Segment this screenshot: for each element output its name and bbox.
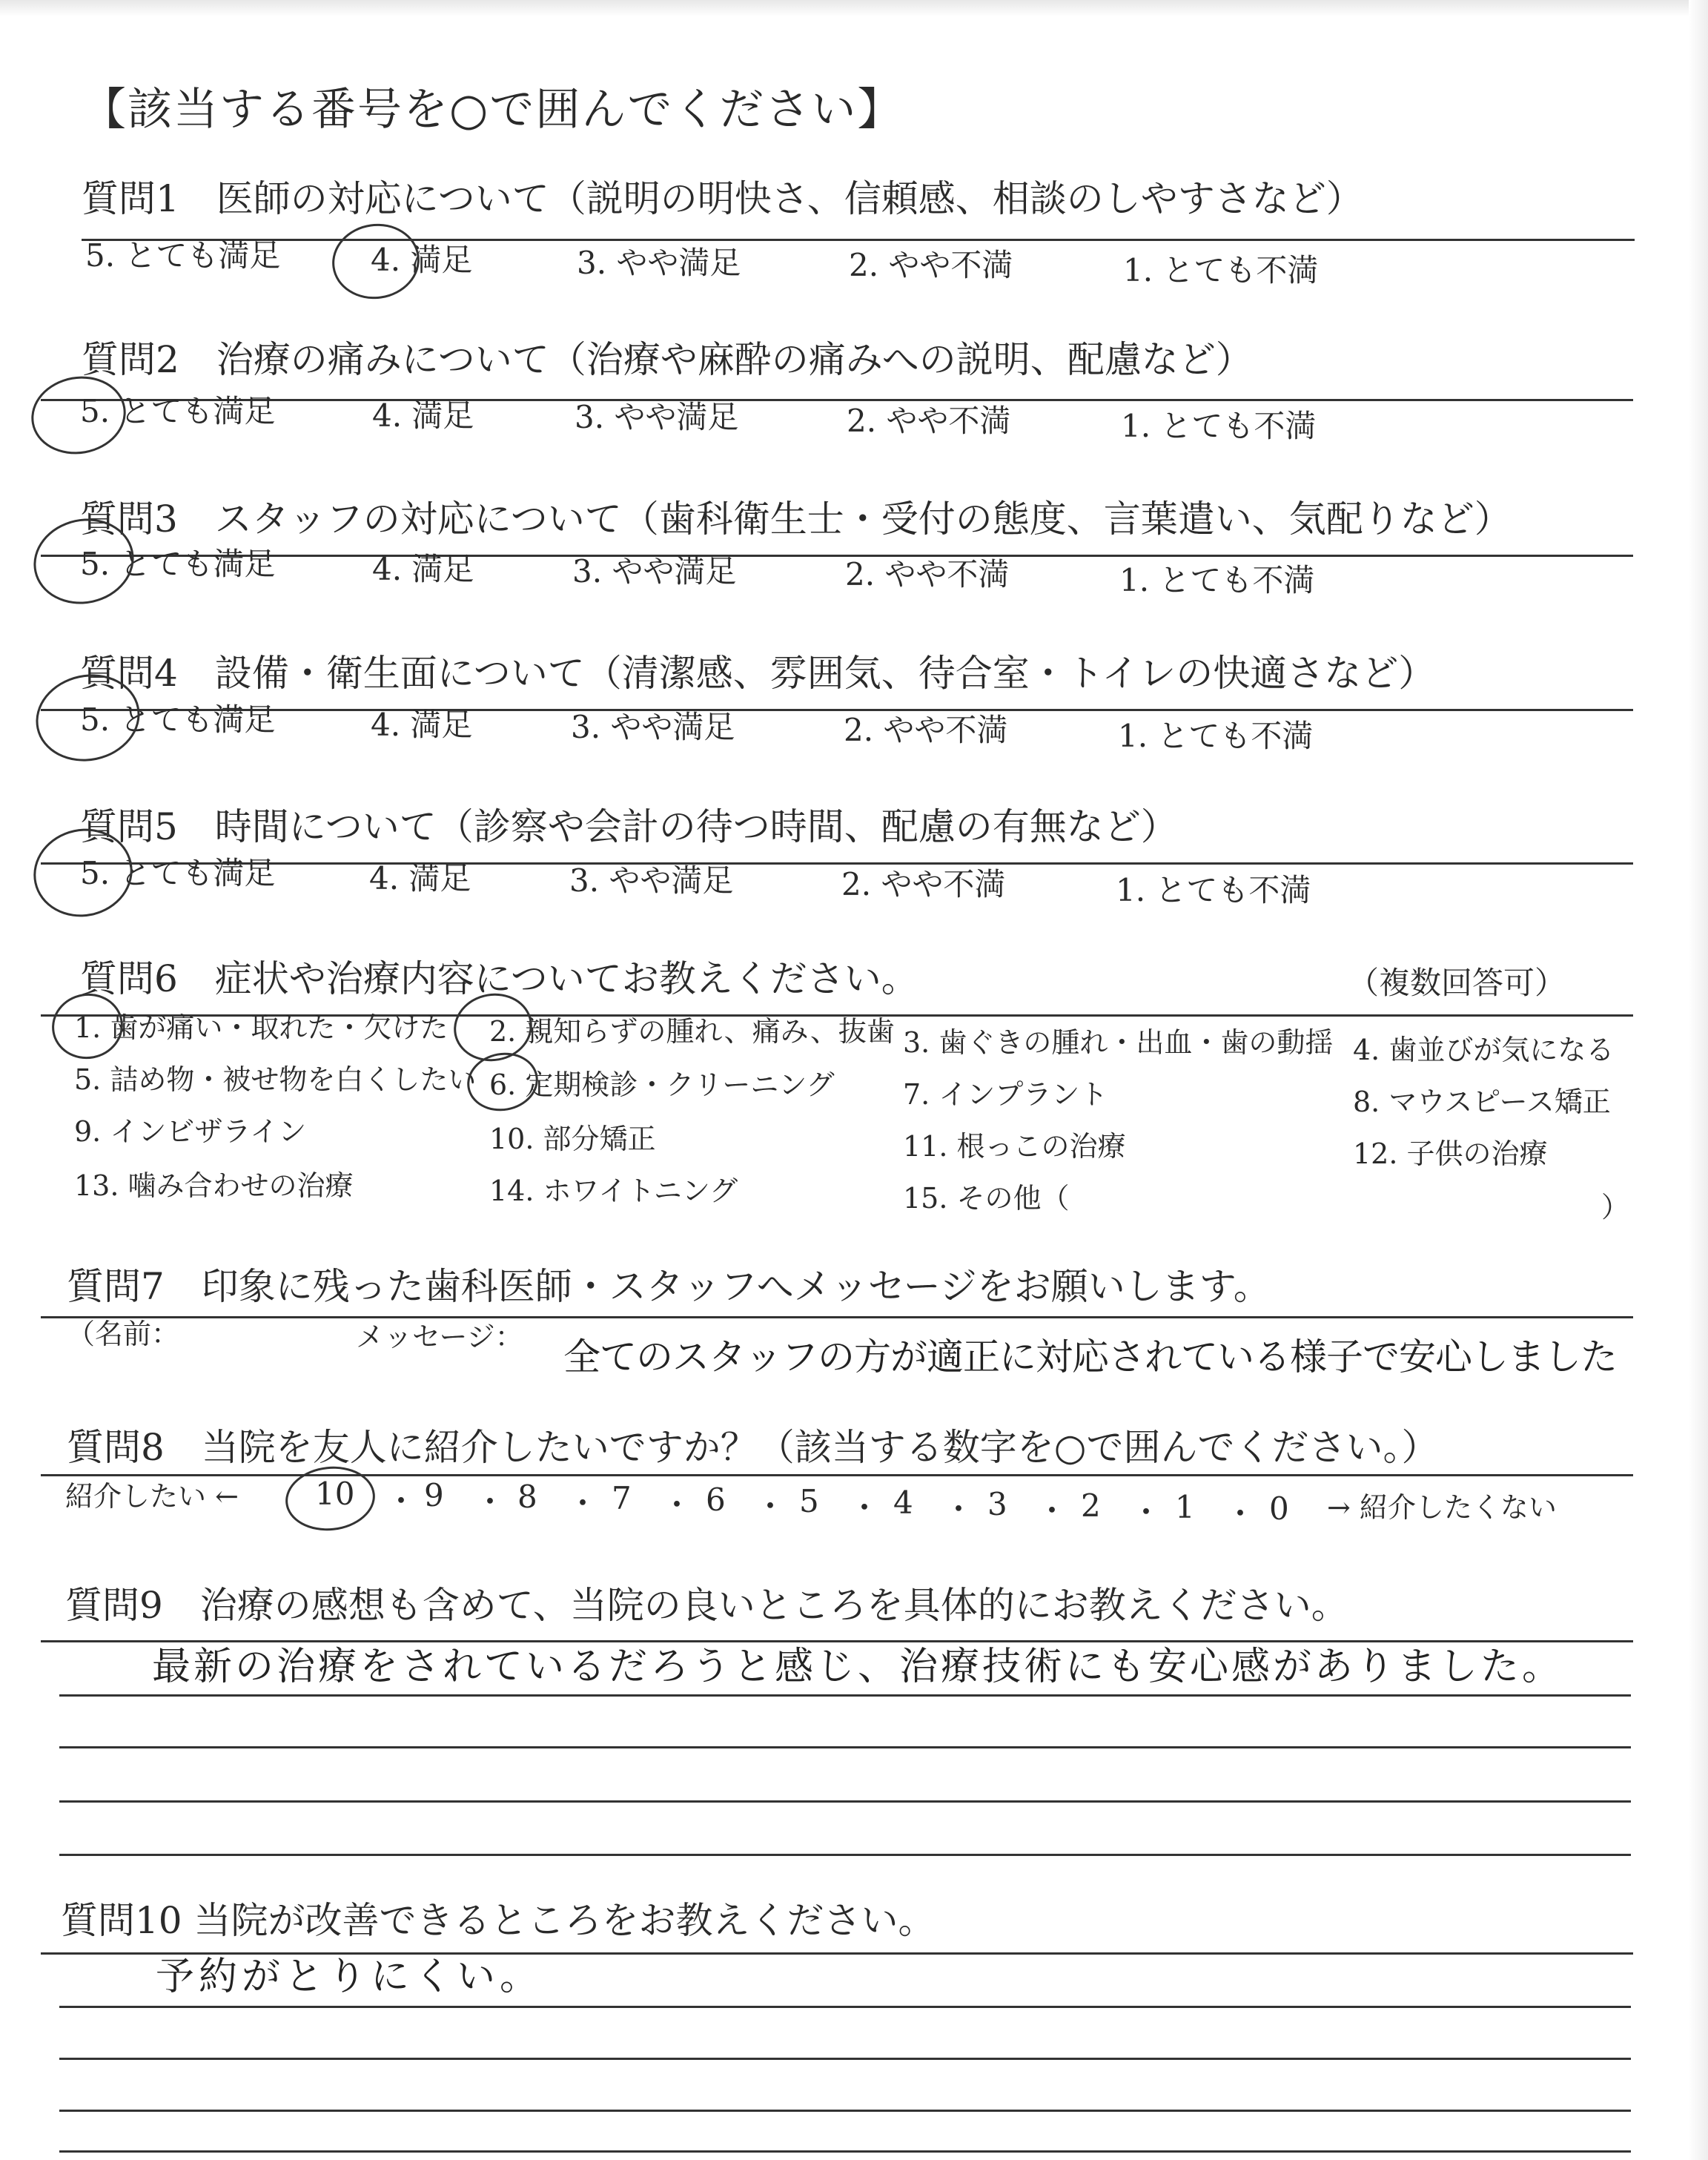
- q5-option-2[interactable]: 2. やや不満: [841, 866, 1006, 902]
- q3-option-5[interactable]: 5. とても満足: [80, 546, 276, 582]
- question-5-rule: [41, 862, 1633, 865]
- question-1-heading: 質問1 医師の対応について（説明の明快さ、信頼感、相談のしやすさなど）: [82, 177, 1363, 220]
- q7-name-label: （名前：: [67, 1318, 180, 1350]
- q5-option-3[interactable]: 3. やや満足: [569, 862, 734, 899]
- q10-answer[interactable]: 予約がとりにくい。: [156, 1955, 543, 1999]
- q4-option-3[interactable]: 3. やや満足: [571, 709, 735, 745]
- q7-message-label: メッセージ：: [356, 1321, 523, 1353]
- question-4-rule: [41, 709, 1633, 711]
- q6-item-2[interactable]: 2. 親知らずの腫れ、痛み、抜歯: [489, 1015, 895, 1048]
- scan-shadow-top: [0, 0, 1708, 16]
- q9-line-4: [59, 1800, 1631, 1803]
- page-title: 【該当する番号を○で囲んでください】: [82, 84, 904, 136]
- q8-scale-1[interactable]: 1: [1175, 1489, 1195, 1525]
- scan-shadow-right: [1689, 0, 1708, 2160]
- q6-item-10[interactable]: 10. 部分矯正: [489, 1123, 656, 1155]
- q6-item-12[interactable]: 12. 子供の治療: [1353, 1137, 1548, 1170]
- q8-scale-4[interactable]: 4: [893, 1484, 913, 1521]
- q10-line-3: [59, 2058, 1631, 2060]
- question-2-rule: [41, 399, 1633, 401]
- q2-option-1[interactable]: 1. とても不満: [1121, 408, 1317, 444]
- q2-option-5[interactable]: 5. とても満足: [80, 393, 276, 429]
- q8-scale-8[interactable]: 8: [517, 1479, 537, 1515]
- q8-right-label: → 紹介したくない: [1327, 1491, 1557, 1524]
- q6-item-8[interactable]: 8. マウスピース矯正: [1353, 1086, 1611, 1118]
- q2-option-2[interactable]: 2. やや不満: [847, 403, 1011, 439]
- q6-item-5[interactable]: 5. 詰め物・被せ物を白くしたい: [74, 1063, 477, 1096]
- question-6-note: （複数回答可）: [1348, 965, 1566, 1001]
- q8-scale-dot: ・: [567, 1485, 599, 1522]
- q10-line-2: [59, 2006, 1631, 2008]
- question-8-heading: 質問8 当院を友人に紹介したいですか？（該当する数字を○で囲んでください。）: [67, 1426, 1439, 1469]
- q9-line-2: [59, 1694, 1631, 1697]
- question-6-heading: 質問6 症状や治療内容についてお教えください。: [80, 957, 918, 1000]
- q1-option-2[interactable]: 2. やや不満: [849, 247, 1013, 283]
- question-3-rule: [41, 555, 1633, 557]
- q8-scale-dot: ・: [385, 1483, 417, 1519]
- q6-item-3[interactable]: 3. 歯ぐきの腫れ・出血・歯の動揺: [903, 1026, 1334, 1059]
- q1-option-3[interactable]: 3. やや満足: [577, 245, 741, 281]
- q8-scale-0[interactable]: 0: [1269, 1490, 1289, 1527]
- q8-scale-dot: ・: [755, 1488, 787, 1525]
- question-5-heading: 質問5 時間について（診察や会計の待つ時間、配慮の有無など）: [80, 805, 1178, 848]
- q4-option-2[interactable]: 2. やや不満: [844, 712, 1008, 748]
- q8-scale-3[interactable]: 3: [987, 1486, 1007, 1522]
- q8-scale-dot: ・: [1131, 1494, 1162, 1530]
- q3-option-2[interactable]: 2. やや不満: [845, 556, 1010, 592]
- q6-item-15-close: ）: [1601, 1191, 1630, 1223]
- q8-scale-9[interactable]: 9: [424, 1477, 444, 1513]
- q9-line-3: [59, 1746, 1631, 1748]
- q2-option-3[interactable]: 3. やや満足: [575, 399, 739, 435]
- question-3-heading: 質問3 スタッフの対応について（歯科衛生士・受付の態度、言葉遣い、気配りなど）: [80, 498, 1512, 541]
- q8-scale-dot: ・: [661, 1487, 693, 1523]
- q8-scale-dot: ・: [943, 1491, 975, 1527]
- q2-option-4[interactable]: 4. 満足: [372, 397, 474, 434]
- question-2-heading: 質問2 治療の痛みについて（治療や麻酔の痛みへの説明、配慮など）: [82, 338, 1253, 381]
- question-10-heading: 質問10 当院が改善できるところをお教えください。: [61, 1899, 936, 1942]
- q3-option-3[interactable]: 3. やや満足: [572, 553, 737, 589]
- q3-option-4[interactable]: 4. 満足: [372, 551, 474, 587]
- q4-option-5[interactable]: 5. とても満足: [80, 701, 276, 738]
- q6-item-15[interactable]: 15. その他（: [903, 1182, 1070, 1215]
- q10-line-4: [59, 2110, 1631, 2112]
- q3-option-1[interactable]: 1. とても不満: [1119, 562, 1315, 598]
- q8-scale-dot: ・: [474, 1484, 506, 1520]
- q6-item-6[interactable]: 6. 定期検診・クリーニング: [489, 1069, 835, 1101]
- q5-option-1[interactable]: 1. とても不満: [1116, 872, 1311, 908]
- q8-scale-5[interactable]: 5: [799, 1483, 819, 1519]
- q8-scale-2[interactable]: 2: [1081, 1487, 1101, 1524]
- q8-scale-dot: ・: [1036, 1493, 1068, 1529]
- q5-option-4[interactable]: 4. 満足: [369, 860, 471, 896]
- q9-answer[interactable]: 最新の治療をされているだろうと感じ、治療技術にも安心感がありました。: [152, 1645, 1564, 1689]
- q4-option-4[interactable]: 4. 満足: [371, 707, 473, 743]
- q6-item-7[interactable]: 7. インプラント: [903, 1078, 1108, 1111]
- q8-scale-dot: ・: [1225, 1496, 1257, 1532]
- question-4-heading: 質問4 設備・衛生面について（清潔感、雰囲気、待合室・トイレの快適さなど）: [80, 652, 1436, 695]
- q8-scale-7[interactable]: 7: [612, 1480, 632, 1516]
- q6-item-9[interactable]: 9. インビザライン: [74, 1115, 307, 1148]
- q6-item-4[interactable]: 4. 歯並びが気になる: [1353, 1034, 1615, 1066]
- question-7-heading: 質問7 印象に残った歯科医師・スタッフへメッセージをお願いします。: [67, 1265, 1271, 1308]
- q7-message-answer[interactable]: 全てのスタッフの方が適正に対応されている様子で安心しました: [563, 1335, 1617, 1378]
- question-8-rule: [41, 1474, 1633, 1476]
- q8-scale-10[interactable]: 10: [315, 1476, 355, 1512]
- q1-option-4[interactable]: 4. 満足: [371, 242, 473, 278]
- q1-option-1[interactable]: 1. とても不満: [1123, 252, 1319, 288]
- question-7-rule: [41, 1316, 1633, 1318]
- question-9-heading: 質問9 治療の感想も含めて、当院の良いところを具体的にお教えください。: [65, 1584, 1348, 1627]
- q6-item-1[interactable]: 1. 歯が痛い・取れた・欠けた: [74, 1011, 448, 1044]
- q9-line-5: [59, 1854, 1631, 1856]
- q6-item-13[interactable]: 13. 噛み合わせの治療: [74, 1169, 354, 1202]
- q1-option-5[interactable]: 5. とても満足: [85, 237, 281, 274]
- q4-option-1[interactable]: 1. とても不満: [1118, 718, 1314, 754]
- q8-left-label: 紹介したい ←: [65, 1480, 239, 1513]
- q8-scale-6[interactable]: 6: [706, 1482, 726, 1518]
- q10-line-5: [59, 2150, 1631, 2153]
- q6-item-14[interactable]: 14. ホワイトニング: [489, 1175, 738, 1207]
- q6-item-11[interactable]: 11. 根っこの治療: [903, 1130, 1126, 1163]
- q8-scale-dot: ・: [849, 1490, 881, 1526]
- q5-option-5[interactable]: 5. とても満足: [80, 855, 276, 891]
